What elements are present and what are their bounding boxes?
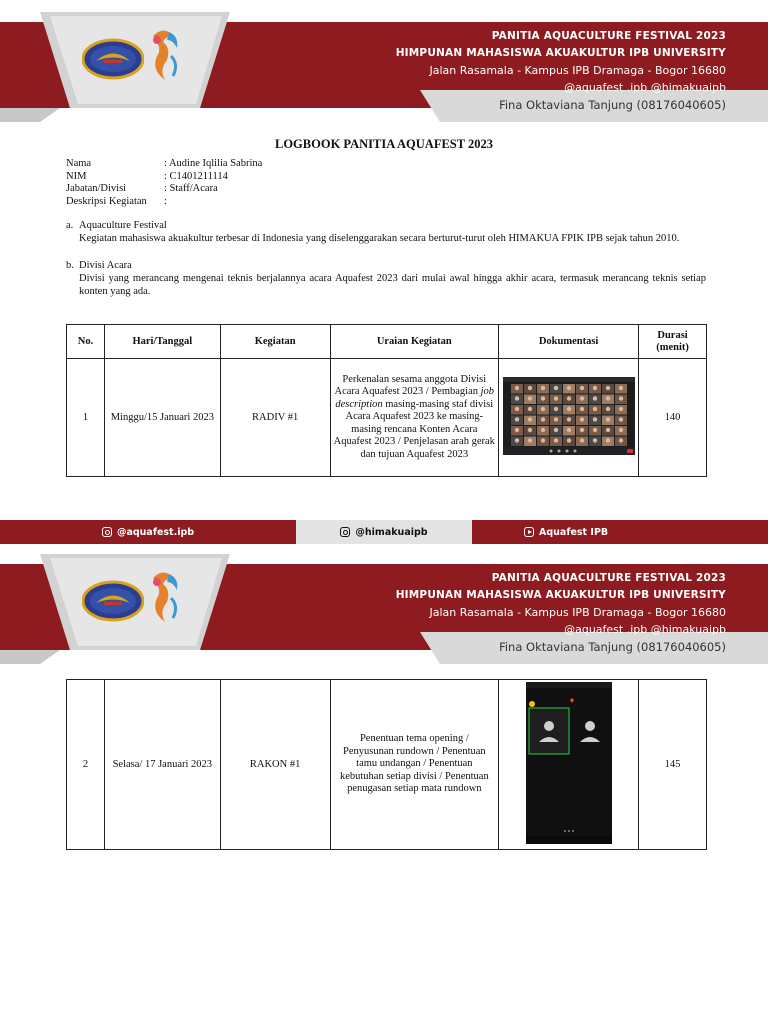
cell-documentation	[499, 680, 639, 850]
cell-date: Selasa/ 17 Januari 2023	[104, 680, 220, 850]
table-row	[67, 680, 707, 850]
cell-description	[330, 359, 499, 477]
footer-instagram-aquafest	[0, 520, 296, 544]
description-text: masing-masing staf divisi Acara Aquafest 2023 ke masing-masing rencana Konten Acara Aquafest 2023 / Penjelasan arah gerak dan tujuan Aquafest 2023	[333, 398, 495, 460]
contact-person: Fina Oktaviana Tanjung (08176040605)	[499, 640, 726, 654]
col-header-duration: Durasi (menit)	[639, 325, 707, 359]
logbook-table-continued	[66, 679, 707, 850]
phone-meeting-screenshot-image	[526, 682, 612, 844]
social-handles: @aquafest .ipb @himakuaipb	[564, 623, 726, 636]
aquafest-logo-icon	[145, 568, 183, 624]
section-letter: b.	[66, 260, 74, 271]
himakua-logo-icon	[82, 576, 144, 626]
logbook-table	[66, 324, 707, 477]
participant-face	[540, 438, 544, 442]
participant-face	[527, 438, 531, 442]
col-header-no: No.	[67, 325, 105, 359]
participant-face	[527, 396, 531, 400]
participant-face	[540, 428, 544, 432]
section-title: Aquaculture Festival	[79, 220, 167, 231]
description-text: Perkenalan sesama anggota Divisi Acara Aquafest 2023 / Pembagian	[334, 373, 487, 398]
participant-face	[566, 386, 570, 390]
footer-instagram-himakua	[296, 520, 472, 544]
participant-face	[605, 386, 609, 390]
participant-face	[566, 438, 570, 442]
participant-face	[553, 417, 557, 421]
address: Jalan Rasamala - Kampus IPB Dramaga - Bogor 16680	[429, 64, 726, 77]
participant-face	[527, 386, 531, 390]
participant-face	[527, 417, 531, 421]
participant-face	[579, 428, 583, 432]
cell-duration: 140	[639, 359, 707, 477]
cell-no: 1	[67, 359, 105, 477]
field-label: Jabatan/Divisi	[66, 183, 127, 194]
section-body: Kegiatan mahasiswa akuakultur terbesar di Indonesia yang diselenggarakan secara berturut-turut oleh HIMAKUA FPIK IPB sejak tahun 2010.	[79, 233, 680, 244]
aquafest-logo-icon	[145, 26, 183, 82]
col-header-activity: Kegiatan	[220, 325, 330, 359]
participant-face	[514, 396, 518, 400]
col-header-description: Uraian Kegiatan	[330, 325, 499, 359]
section-heading	[66, 219, 706, 232]
participant-face	[540, 407, 544, 411]
participant-face	[605, 407, 609, 411]
address: Jalan Rasamala - Kampus IPB Dramaga - Bogor 16680	[429, 606, 726, 619]
participant-face	[618, 417, 622, 421]
footer-youtube	[472, 520, 768, 544]
social-handles: @aquafest .ipb @himakuaipb	[564, 81, 726, 94]
participant-face	[605, 396, 609, 400]
participant-face	[592, 438, 596, 442]
field-label: Nama	[66, 158, 92, 169]
participant-face	[579, 386, 583, 390]
participant-face	[566, 407, 570, 411]
participant-face	[592, 386, 596, 390]
participant-face	[553, 438, 557, 442]
participant-face	[618, 407, 622, 411]
footer-handle: Aquafest IPB	[539, 526, 609, 538]
cell-activity: RAKON #1	[220, 680, 330, 850]
col-header-date: Hari/Tanggal	[104, 325, 220, 359]
cell-documentation	[499, 359, 639, 477]
participant-face	[540, 386, 544, 390]
participant-face	[566, 428, 570, 432]
footer-handle: @aquafest.ipb	[116, 526, 195, 538]
cell-description: Penentuan tema opening / Penyusunan rundown / Penentuan tamu undangan / Penentuan kebutuhan setiap divisi / Penentuan penugasan setiap mata rundown	[330, 680, 499, 850]
field-label: Deskripsi Kegiatan	[66, 195, 147, 207]
participant-face	[579, 396, 583, 400]
participant-face	[566, 417, 570, 421]
participant-face	[514, 417, 518, 421]
field-label: NIM	[66, 170, 87, 182]
participant-face	[527, 407, 531, 411]
cell-duration: 145	[639, 680, 707, 850]
footer-bar	[0, 520, 768, 544]
participant-face	[579, 407, 583, 411]
cell-no: 2	[67, 680, 105, 850]
participant-face	[540, 396, 544, 400]
participant-face	[527, 428, 531, 432]
participant-face	[514, 438, 518, 442]
participant-face	[618, 396, 622, 400]
section-letter: a.	[66, 220, 74, 231]
participant-face	[566, 396, 570, 400]
table-header-row	[67, 325, 707, 359]
participant-face	[540, 417, 544, 421]
participant-face	[579, 438, 583, 442]
field-value: : Staff/Acara	[164, 183, 218, 194]
identity-fields	[66, 158, 262, 208]
field-row	[66, 196, 262, 209]
participant-face	[514, 407, 518, 411]
field-value: : Audine Iqlilia Sabrina	[164, 158, 263, 169]
letterhead-text	[396, 570, 726, 638]
participant-face	[618, 386, 622, 390]
section-heading	[66, 259, 706, 272]
participant-face	[553, 386, 557, 390]
organizer-name: PANITIA AQUACULTURE FESTIVAL 2023	[491, 30, 726, 42]
participant-face	[514, 428, 518, 432]
cell-date: Minggu/15 Januari 2023	[104, 359, 220, 477]
field-row	[66, 158, 262, 171]
cell-activity: RADIV #1	[220, 359, 330, 477]
association-name: HIMPUNAN MAHASISWA AKUAKULTUR IPB UNIVERSITY	[395, 589, 726, 601]
col-header-documentation: Dokumentasi	[499, 325, 639, 359]
participant-face	[553, 407, 557, 411]
participant-face	[592, 396, 596, 400]
participant-face	[605, 438, 609, 442]
participant-face	[592, 428, 596, 432]
table-row	[67, 359, 707, 477]
description-sections	[66, 219, 706, 298]
instagram-icon	[340, 527, 350, 537]
himakua-logo-icon	[82, 34, 144, 84]
participant-face	[553, 428, 557, 432]
instagram-icon	[102, 527, 112, 537]
field-value: : C1401211114	[164, 170, 228, 182]
participant-face	[618, 438, 622, 442]
participant-face	[579, 417, 583, 421]
contact-person: Fina Oktaviana Tanjung (08176040605)	[499, 98, 726, 112]
footer-handle: @himakuaipb	[355, 526, 428, 538]
youtube-icon	[524, 527, 534, 537]
field-row	[66, 171, 262, 184]
participant-face	[514, 386, 518, 390]
participant-face	[605, 428, 609, 432]
field-value: :	[164, 195, 167, 207]
participant-face	[592, 407, 596, 411]
participant-face	[592, 417, 596, 421]
section-title: Divisi Acara	[79, 260, 132, 271]
letterhead-text	[396, 28, 726, 96]
meeting-screenshot-image	[503, 377, 635, 455]
participant-face	[605, 417, 609, 421]
participant-face	[553, 396, 557, 400]
section-body: Divisi yang merancang mengenai teknis berjalannya acara Aquafest 2023 dari mulai awal hingga akhir acara, termasuk merancang teknis setiap konten yang ada.	[79, 273, 706, 297]
description-emphasis: job description	[335, 386, 495, 410]
letterhead-page2	[0, 554, 768, 664]
participant-face	[618, 428, 622, 432]
association-name: HIMPUNAN MAHASISWA AKUAKULTUR IPB UNIVERSITY	[395, 47, 726, 59]
organizer-name: PANITIA AQUACULTURE FESTIVAL 2023	[491, 572, 726, 584]
document-title: LOGBOOK PANITIA AQUAFEST 2023	[275, 137, 493, 151]
letterhead-top	[0, 12, 768, 122]
field-row	[66, 183, 262, 196]
